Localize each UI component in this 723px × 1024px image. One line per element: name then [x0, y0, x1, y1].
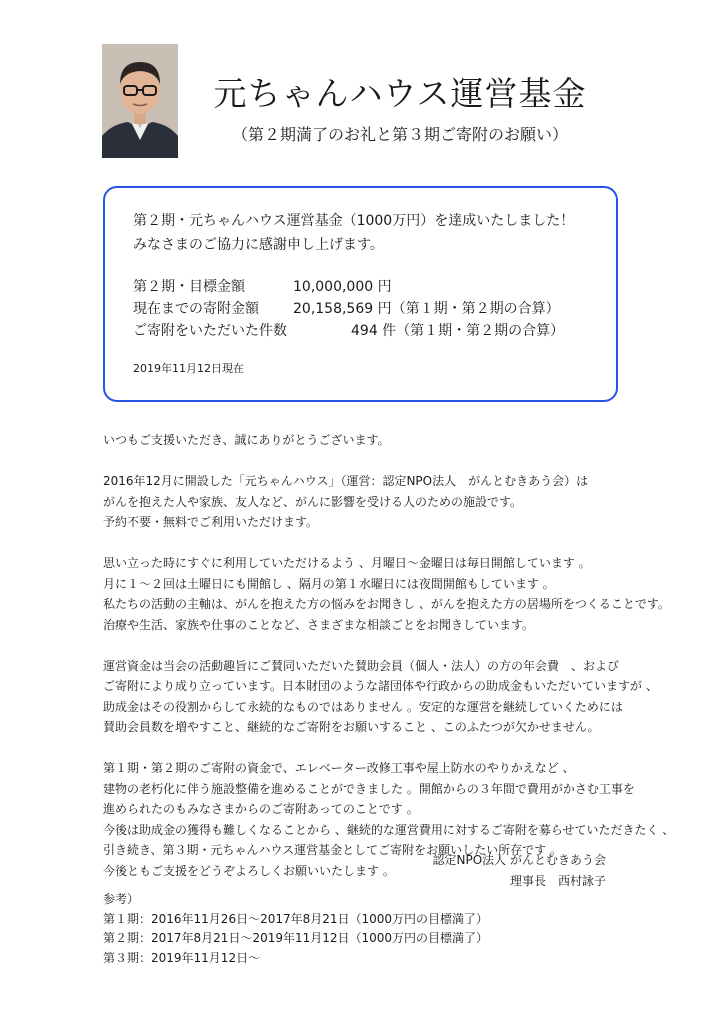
body-line: 私たちの活動の主軸は、がんを抱えた方の悩みをお聞きし 、がんを抱えた方の居場所をつくることです。	[103, 597, 670, 611]
body-line: 今後ともご支援をどうぞよろしくお願いいたします 。	[103, 863, 395, 878]
body-line: 思い立った時にすぐに利用していただけるよう 、月曜日〜金曜日は毎日開館しています 。	[103, 556, 591, 570]
summary-row-value: 20,158,569 円（第１期・第２期の合算）	[293, 301, 560, 317]
body-text	[103, 430, 693, 902]
body-line: 月に１〜２回は土曜日にも開館し 、隔月の第１水曜日には夜間開館もしています 。	[103, 576, 555, 591]
body-line: 予約不要・無料でご利用いただけます。	[103, 515, 319, 529]
body-line: 運営資金は当会の活動趣旨にご賛同いただいた賛助会員（個人・法人）の方の年会費 、および	[103, 658, 620, 673]
signature-organization: 認定NPO法人 がんとむきあう会	[432, 853, 606, 867]
summary-row-label: 第２期・目標金額	[133, 279, 245, 295]
summary-box	[103, 186, 618, 402]
portrait-illustration	[102, 44, 178, 158]
summary-as-of-date: 2019年11月12日現在	[133, 362, 244, 375]
body-paragraph	[103, 656, 693, 738]
body-paragraph	[103, 430, 693, 451]
body-line: 治療や生活、家族や仕事のことなど、さまざまな相談ごとをお聞きしています。	[103, 617, 535, 632]
body-line: 第１期・第２期のご寄附の資金で、エレベーター改修工事や屋上防水のやりかえなど 、	[103, 761, 575, 775]
summary-row-label: 現在までの寄附金額	[133, 301, 259, 317]
reference-item: 第２期：2017年8月21日〜2019年11月12日（1000万円の目標満了）	[103, 931, 489, 945]
signature-person: 理事長 西村詠子	[509, 873, 606, 888]
summary-row-label: ご寄附をいただいた件数	[133, 323, 287, 339]
body-line: がんを抱えた人や家族、友人など、がんに影響を受ける人のための施設です。	[103, 494, 523, 509]
reference-block	[103, 890, 488, 968]
page-subtitle: （第２期満了のお礼と第３期ご寄附のお願い）	[231, 125, 568, 144]
body-line: 建物の老朽化に伴う施設整備を進めることができました 。開館からの３年間で費用がかさむ工事を	[103, 781, 635, 796]
body-line: 引き続き、第３期・元ちゃんハウス運営基金としてご寄附をお願いしたい所存です 。	[103, 843, 562, 857]
body-line: 今後は助成金の獲得も難しくなることから 、継続的な運営費用に対するご寄附を募らせていただきたく 、	[103, 822, 675, 837]
summary-row-value: 494 件（第１期・第２期の合算）	[351, 323, 565, 339]
body-line: 賛助会員数を増やすこと、継続的なご寄附をお願いすること 、このふたつが欠かせません。	[103, 720, 600, 734]
body-paragraph	[103, 553, 693, 635]
portrait-photo	[102, 44, 178, 158]
summary-row-value: 10,000,000 円	[293, 279, 392, 295]
body-line: 2016年12月に開設した「元ちゃんハウス」（運営：認定NPO法人 がんとむきあう会）は	[103, 474, 589, 488]
page-title: 元ちゃんハウス運営基金	[213, 74, 587, 113]
body-line: いつもご支援いただき、誠にありがとうございます。	[103, 433, 390, 447]
signature-block	[380, 850, 606, 891]
summary-thanks: みなさまのご協力に感謝申し上げます。	[133, 237, 384, 253]
body-line: 助成金はその役割からして永続的なものではありません 。安定的な運営を継続していくためには	[103, 699, 623, 714]
reference-item: 第１期：2016年11月26日〜2017年8月21日（1000万円の目標満了）	[103, 911, 489, 926]
body-line: ご寄附により成り立っています。日本財団のような諸団体や行政からの助成金もいただいていますが 、	[103, 679, 658, 693]
body-paragraph	[103, 471, 693, 533]
reference-item: 第３期：2019年11月12日〜	[103, 950, 261, 965]
body-line: 進められたのもみなさまからのご寄附あってのことです 。	[103, 802, 419, 816]
summary-achievement: 第２期・元ちゃんハウス運営基金（1000万円）を達成いたしました！	[133, 213, 575, 229]
reference-heading: 参考）	[103, 892, 140, 906]
